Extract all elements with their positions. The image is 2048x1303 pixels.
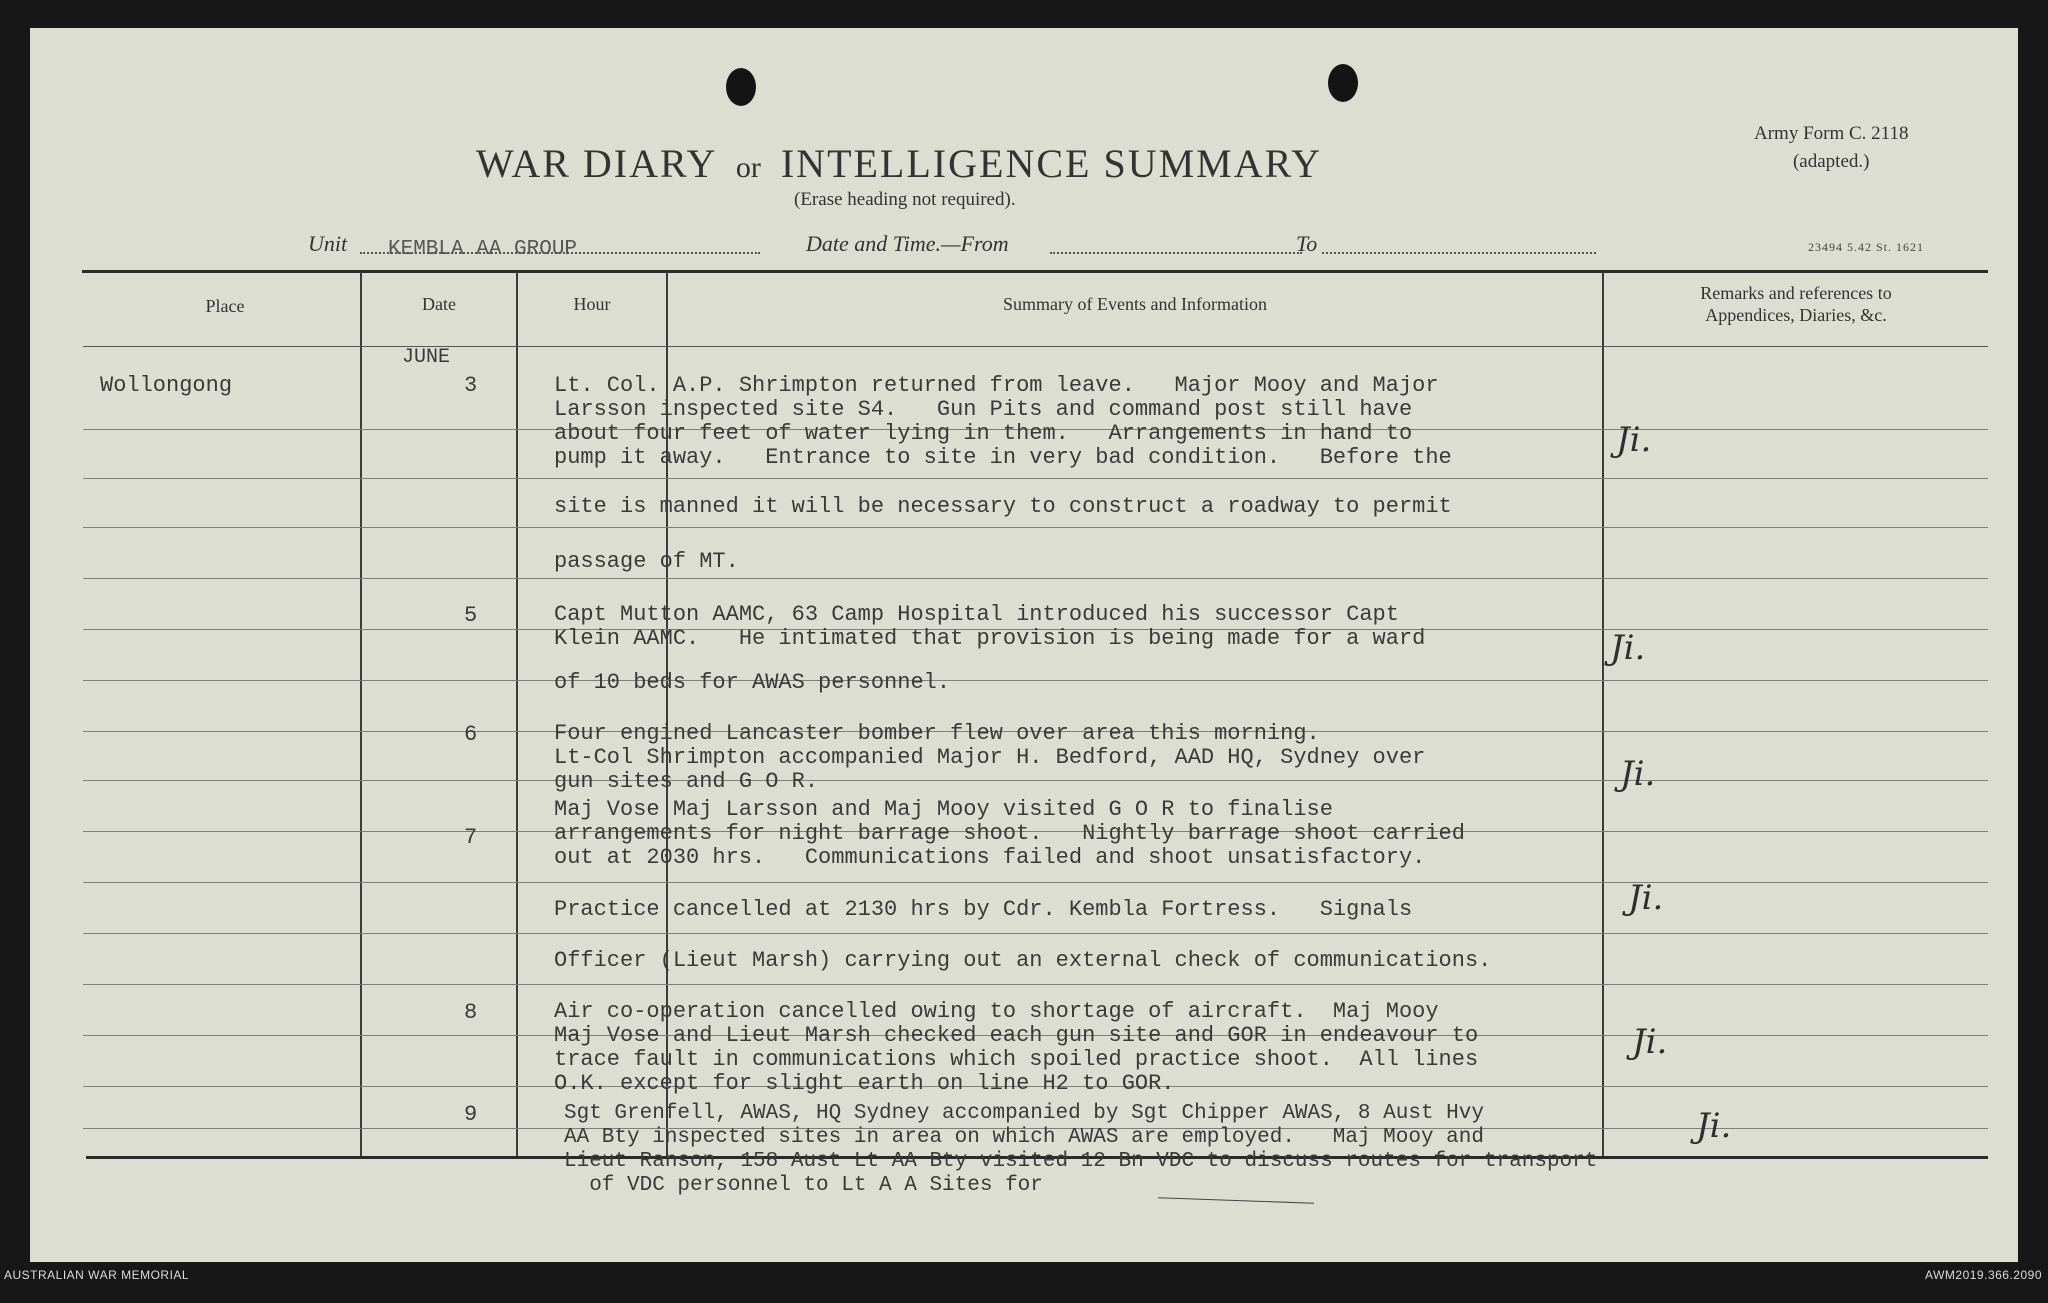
month-cell: JUNE <box>402 346 451 369</box>
column-header-place: Place <box>205 296 245 316</box>
entry-date: 8 <box>464 1000 478 1025</box>
entry-text: Air co-operation cancelled owing to shortage of aircraft. Maj Mooy Maj Vose and Lieut Marsh checked each gun site and GOR in endeavour to trace fault in communications which spoiled practice shoot. All lines O.K. except for slight earth on line H2 to GOR. <box>554 999 1479 1096</box>
column-divider <box>360 272 362 1156</box>
entry-date: 6 <box>464 722 478 747</box>
footer-archive-name: AUSTRALIAN WAR MEMORIAL <box>4 1268 190 1282</box>
row-rule <box>83 478 1988 479</box>
date-to-line <box>1322 252 1596 254</box>
unit-value: KEMBLA AA GROUP <box>388 238 578 261</box>
initials-signature: Ji. <box>1616 420 1652 460</box>
entry-text-continued: passage of MT. <box>554 549 739 574</box>
date-from-line <box>1050 252 1302 254</box>
entry-text: Sgt Grenfell, AWAS, HQ Sydney accompanied by Sgt Chipper AWAS, 8 Aust Hvy AA Bty inspected sites in area on which AWAS are employed. Maj Mooy and Lieut Ranson, 158 Aust Lt AA Bty visited 12 Bn VDC to discuss routes for transport of VDC personnel to Lt A A Sites for <box>564 1102 1598 1197</box>
column-header-date: Date <box>422 294 456 314</box>
row-rule <box>83 984 1988 985</box>
form-code: 23494 5.42 St. 1621 <box>1808 240 1925 254</box>
subtitle: (Erase heading not required). <box>794 189 1016 210</box>
initials-signature: Ji. <box>1610 628 1646 668</box>
initials-signature: Ji. <box>1628 878 1664 918</box>
army-form-adapted: (adapted.) <box>1792 151 1870 172</box>
header-rule <box>83 346 1988 347</box>
table-top-rule <box>82 270 1988 273</box>
initials-signature: Ji. <box>1620 754 1656 794</box>
entry-text-continued: Practice cancelled at 2130 hrs by Cdr. Kembla Fortress. Signals <box>554 897 1413 922</box>
entry-date: 9 <box>464 1102 478 1127</box>
row-rule <box>83 882 1988 883</box>
column-header-hour: Hour <box>573 294 611 314</box>
entry-text: Maj Vose Maj Larsson and Maj Mooy visited G O R to finalise arrangements for night barrage shoot. Nightly barrage shoot carried out at 2030 hrs. Communications failed and shoot unsatisfactory. <box>554 797 1465 870</box>
initials-signature: Ji. <box>1632 1022 1668 1062</box>
column-header-remarks <box>1604 282 1988 326</box>
punch-hole <box>726 68 756 106</box>
initials-signature: Ji. <box>1696 1106 1732 1146</box>
to-label: To <box>1296 231 1318 256</box>
entry-date: 7 <box>464 825 478 850</box>
punch-hole <box>1328 64 1358 102</box>
entry-text-continued: Officer (Lieut Marsh) carrying out an external check of communications. <box>554 948 1492 973</box>
entry-text-continued: site is manned it will be necessary to construct a roadway to permit <box>554 494 1452 519</box>
column-header-summary: Summary of Events and Information <box>1003 294 1267 314</box>
entry-date: 5 <box>464 603 478 628</box>
column-divider <box>1602 272 1604 1156</box>
army-form-label <box>1754 120 1908 176</box>
entry-text: Capt Mutton AAMC, 63 Camp Hospital introduced his successor Capt Klein AAMC. He intimated that provision is being made for a ward <box>554 602 1426 651</box>
place-cell: Wollongong <box>100 373 233 398</box>
row-rule <box>83 527 1988 528</box>
diary-page <box>30 28 2018 1262</box>
page-title <box>476 140 1322 187</box>
row-rule <box>83 680 1988 681</box>
column-divider <box>516 272 518 1156</box>
row-rule <box>83 933 1988 934</box>
entry-text-continued: of 10 beds for AWAS personnel. <box>554 670 951 695</box>
entry-date: 3 <box>464 373 478 398</box>
title-part-war-diary: WAR DIARY <box>476 141 716 186</box>
title-or: or <box>735 151 761 184</box>
pen-stroke <box>1158 1197 1314 1203</box>
date-time-label: Date and Time.—From <box>806 231 1009 256</box>
entry-text: Four engined Lancaster bomber flew over area this morning. Lt-Col Shrimpton accompanied Major H. Bedford, AAD HQ, Sydney over gun sites and G O R. <box>554 721 1426 794</box>
army-form-number: Army Form C. 2118 <box>1754 123 1909 144</box>
remarks-header-line-2: Appendices, Diaries, &c. <box>1705 305 1887 325</box>
row-rule <box>83 578 1988 579</box>
entry-text: Lt. Col. A.P. Shrimpton returned from leave. Major Mooy and Major Larsson inspected site S4. Gun Pits and command post still have about four feet of water lying in them. Arrangements in hand to pump it away. Entrance to site in very bad condition. Before the <box>554 373 1452 470</box>
unit-label: Unit <box>308 231 348 256</box>
title-part-intelligence-summary: INTELLIGENCE SUMMARY <box>780 141 1322 186</box>
remarks-header-line-1: Remarks and references to <box>1700 283 1892 303</box>
footer-record-id: AWM2019.366.2090 <box>1925 1268 2042 1282</box>
